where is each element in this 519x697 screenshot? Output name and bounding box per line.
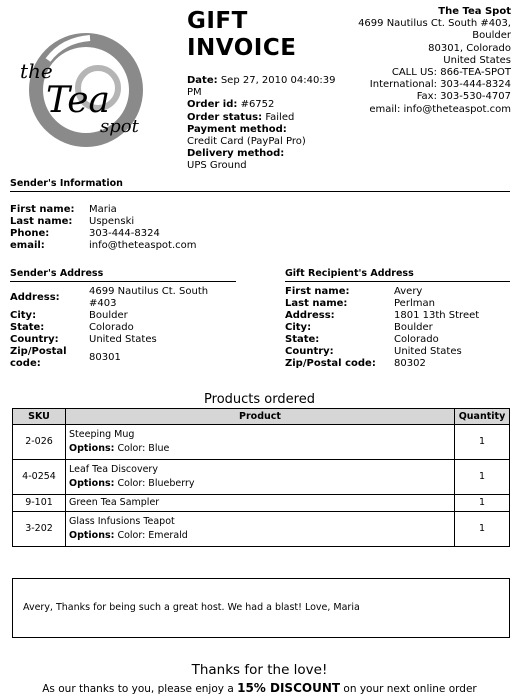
options-label: Options: <box>69 478 115 489</box>
col-quantity: Quantity <box>455 409 510 425</box>
sender-phone: 303-444-8324 <box>89 228 160 239</box>
recipient-city: Boulder <box>394 322 433 333</box>
logo-word-the: the <box>20 59 53 83</box>
sender-address: 4699 Nautilus Ct. South #403 <box>89 286 209 309</box>
store-info <box>358 6 511 116</box>
recipient-address: 1801 13th Street <box>394 310 480 321</box>
product-row <box>13 425 510 460</box>
product-sku: 4-0254 <box>13 460 66 495</box>
sender-phone-label: Phone: <box>10 228 50 239</box>
product-row <box>13 495 510 512</box>
gift-note-text: Avery, Thanks for being such a great host. We had a blast! Love, Maria <box>23 602 360 613</box>
recipient-zip: 80302 <box>394 358 426 369</box>
date-row <box>187 75 347 99</box>
sender-info-heading: Sender's Information <box>10 178 510 192</box>
product-cell <box>66 512 455 547</box>
sender-email-label: email: <box>10 240 45 251</box>
recipient-last-name-label: Last name: <box>285 298 348 309</box>
store-name: The Tea Spot <box>438 6 511 17</box>
options-value: Color: Blue <box>117 443 170 454</box>
order-id-row <box>187 99 347 111</box>
sender-country-label: Country: <box>10 334 59 345</box>
tea-spot-logo-graphic <box>18 30 158 150</box>
products-heading: Products ordered <box>204 392 315 407</box>
store-call-us: CALL US: 866-TEA-SPOT <box>391 67 511 79</box>
product-sku: 9-101 <box>13 495 66 512</box>
store-address-line3: 80301, Colorado <box>428 42 511 54</box>
sender-state-label: State: <box>10 322 45 333</box>
product-sku: 3-202 <box>13 512 66 547</box>
logo-word-spot: spot <box>100 116 139 137</box>
recipient-state: Colorado <box>394 334 439 345</box>
recipient-address-heading: Gift Recipient's Address <box>285 268 510 282</box>
tea-spot-logo <box>18 30 158 150</box>
invoice-meta <box>187 75 347 173</box>
discount-text: 15% DISCOUNT <box>237 681 341 695</box>
sender-email: info@theteaspot.com <box>89 240 197 251</box>
recipient-first-name: Avery <box>394 286 423 297</box>
sender-last-name: Uspenski <box>89 216 135 227</box>
order-id-label: Order id: <box>187 99 238 111</box>
order-status-label: Order status: <box>187 111 263 123</box>
store-address-line4: United States <box>443 54 511 66</box>
recipient-zip-label: Zip/Postal code: <box>285 358 376 369</box>
recipient-address-table <box>285 286 479 370</box>
invoice-title-line1: GIFT <box>187 8 248 34</box>
order-status-value: Failed <box>265 111 295 123</box>
sender-last-name-label: Last name: <box>10 216 73 227</box>
gift-note-box <box>12 578 510 638</box>
options-label: Options: <box>69 443 115 454</box>
sender-city-label: City: <box>10 310 37 321</box>
sender-zip: 80301 <box>89 352 121 363</box>
sender-address-heading: Sender's Address <box>10 268 236 282</box>
sender-country: United States <box>89 334 157 345</box>
product-qty: 1 <box>455 425 510 460</box>
product-options <box>69 477 451 491</box>
sender-state: Colorado <box>89 322 134 333</box>
products-header-row <box>13 409 510 425</box>
options-value: Color: Blueberry <box>117 478 195 489</box>
col-sku: SKU <box>13 409 66 425</box>
product-cell <box>66 495 455 512</box>
product-cell <box>66 425 455 460</box>
payment-method-label: Payment method: <box>187 123 287 135</box>
payment-method-value: Credit Card (PayPal Pro) <box>187 136 306 148</box>
invoice-title-line2: INVOICE <box>187 35 297 61</box>
product-name: Glass Infusions Teapot <box>69 516 175 527</box>
recipient-state-label: State: <box>285 334 320 345</box>
product-cell <box>66 460 455 495</box>
recipient-first-name-label: First name: <box>285 286 350 297</box>
store-address-line1: 4699 Nautilus Ct. South #403, <box>358 18 511 30</box>
date-value: Sep 27, 2010 04:40:39 PM <box>187 75 336 99</box>
products-table <box>12 408 510 547</box>
store-address-line2: Boulder <box>472 30 511 42</box>
thanks-line <box>0 681 519 695</box>
invoice-title <box>187 8 296 62</box>
sender-zip-label: Zip/Postal code: <box>10 346 67 369</box>
recipient-address-label: Address: <box>285 310 335 321</box>
col-product: Product <box>66 409 455 425</box>
date-label: Date: <box>187 75 218 86</box>
thanks-line-end: on your next online order <box>340 683 477 695</box>
product-qty: 1 <box>455 460 510 495</box>
product-row <box>13 512 510 547</box>
product-options <box>69 442 451 456</box>
product-sku: 2-026 <box>13 425 66 460</box>
options-value: Color: Emerald <box>117 530 188 541</box>
delivery-method-value: UPS Ground <box>187 160 247 172</box>
recipient-country: United States <box>394 346 462 357</box>
options-label: Options: <box>69 530 115 541</box>
product-name: Steeping Mug <box>69 429 135 440</box>
sender-first-name: Maria <box>89 204 117 215</box>
product-options <box>69 529 451 543</box>
delivery-method-label: Delivery method: <box>187 148 285 160</box>
recipient-last-name: Perlman <box>394 298 435 309</box>
product-name: Green Tea Sampler <box>69 497 160 508</box>
recipient-city-label: City: <box>285 322 312 333</box>
store-fax: Fax: 303-530-4707 <box>416 91 511 103</box>
store-international: International: 303-444-8324 <box>369 79 511 91</box>
store-email: email: info@theteaspot.com <box>369 103 511 115</box>
order-status-row <box>187 112 347 124</box>
thanks-line-start: As our thanks to you, please enjoy a <box>42 683 238 695</box>
product-qty: 1 <box>455 512 510 547</box>
recipient-country-label: Country: <box>285 346 334 357</box>
sender-city: Boulder <box>89 310 128 321</box>
product-qty: 1 <box>455 495 510 512</box>
sender-first-name-label: First name: <box>10 204 75 215</box>
sender-address-table <box>10 286 224 370</box>
sender-address-label: Address: <box>10 292 60 303</box>
product-name: Leaf Tea Discovery <box>69 464 158 475</box>
logo-word-tea: Tea <box>46 80 110 121</box>
thanks-title: Thanks for the love! <box>191 662 328 678</box>
product-row <box>13 460 510 495</box>
sender-info-table <box>10 204 197 252</box>
order-id-value: #6752 <box>240 99 275 111</box>
